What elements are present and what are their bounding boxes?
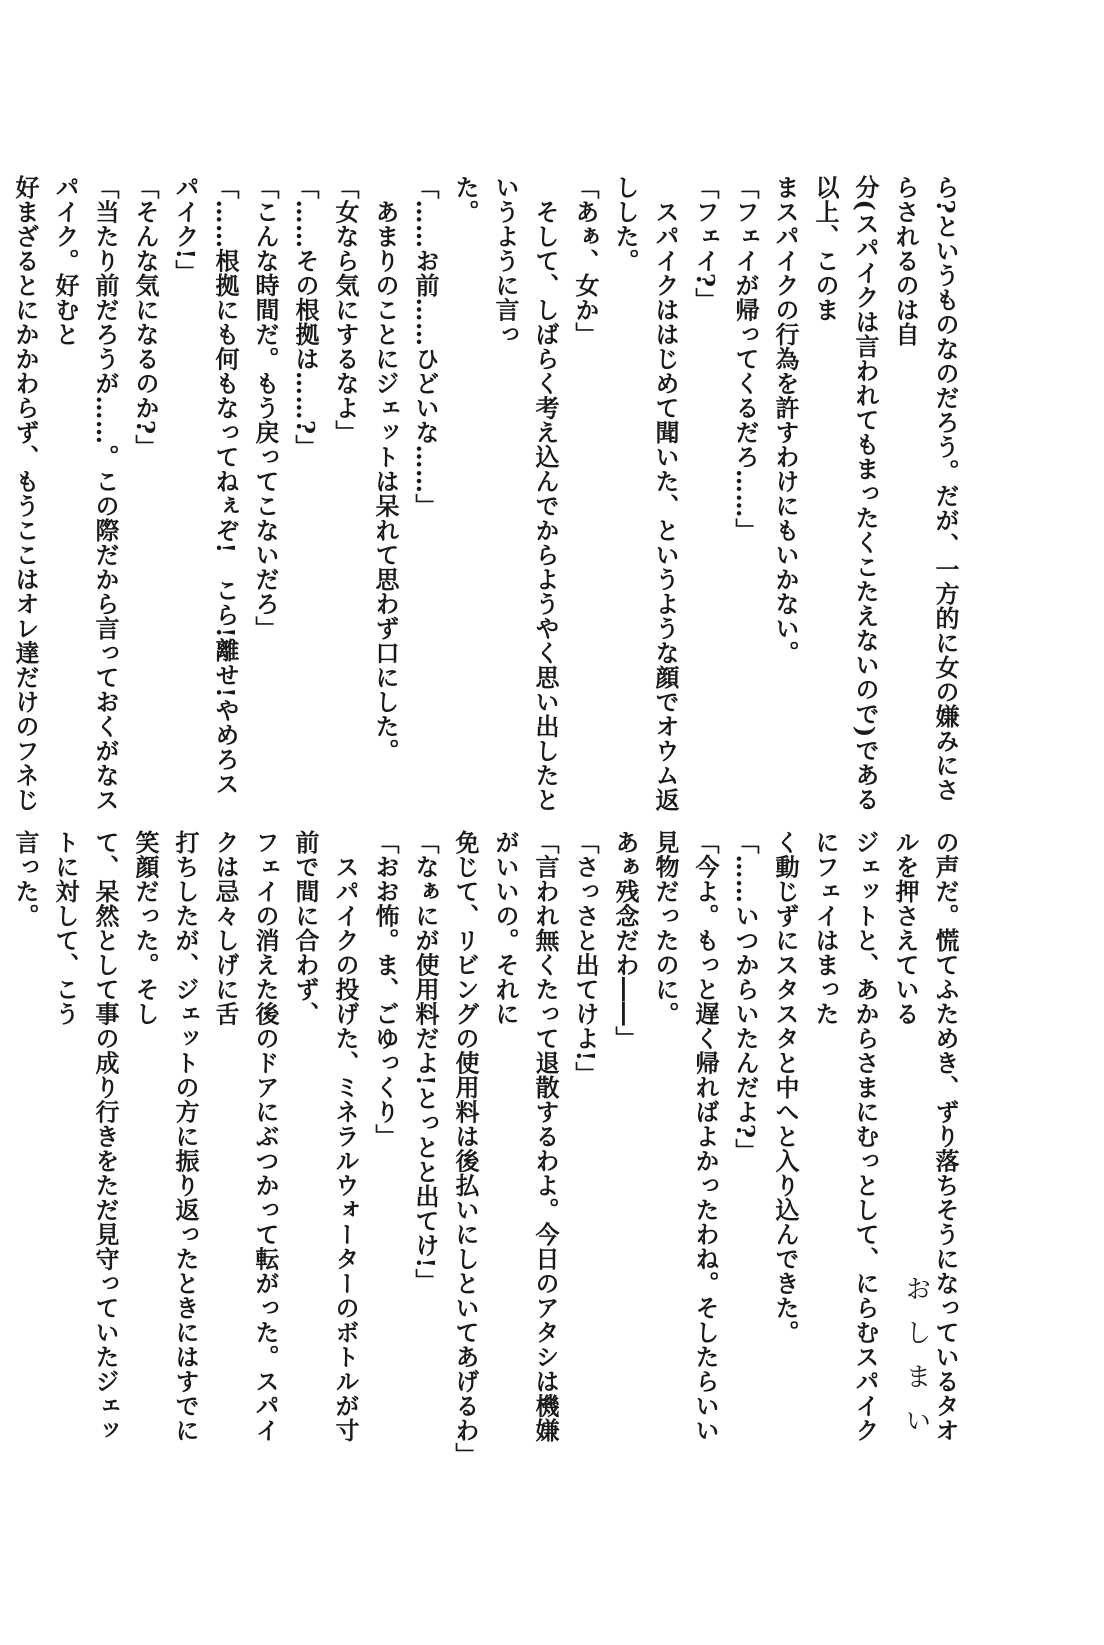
text-line: く動じずにスタスタと中へと入り込んできた。 xyxy=(771,830,800,1345)
text-line: 「今よ。もっと遅く帰ればよかったわね。そしたらいい見物だったのに。 xyxy=(651,830,720,1443)
text-line: フェイの消えた後のドアにぶつかって転がった。スパイクは忌々しげに舌 xyxy=(211,830,280,1443)
text-line: まスパイクの行為を許すわけにもいかない。 xyxy=(771,175,800,665)
text-line: 「言われ無くたって退散するわよ。今日のアタシは機嫌がいいの。それに xyxy=(491,830,560,1443)
text-line: あまりのことにジェットは呆れて思わず口にした。 xyxy=(371,175,400,763)
text-line: スパイクの投げた、ミネラルウォーターのボトルが寸前で間に合わず、 xyxy=(291,830,360,1443)
text-line: ジェットと、あからさまにむっとして、にらむスパイクにフェイはまった xyxy=(811,830,880,1443)
text-line: 言った。 xyxy=(11,830,40,928)
text-line: 「……お前……ひどいな……」 xyxy=(411,175,440,518)
text-line: そして、しばらく考え込んでからようやく思い出したというように言っ xyxy=(491,175,560,812)
text-line: 「フェイが帰ってくるだろ……」 xyxy=(731,175,760,543)
text-line: の声だ。慌てふためき、ずり落ちそうになっているタオルを押さえている xyxy=(891,830,960,1443)
upper-text-block xyxy=(11,175,965,815)
text-line: 「あぁ、女か」 xyxy=(571,175,600,347)
text-line: た。 xyxy=(451,175,480,224)
text-line: 打ちしたが、ジェットの方に振り返ったときにはすでに笑顔だった。そし xyxy=(131,830,200,1443)
signoff-text: おしまい xyxy=(901,1275,931,1451)
text-line: あぁ残念だわ――」 xyxy=(611,830,640,1051)
text-line: ら?というものなのだろう。だが、一方的に女の嫌みにさらされるのは自 xyxy=(891,175,960,803)
text-line: 「当たり前だろうが……。この際だから言っておくがなスパイク。好むと xyxy=(51,175,120,812)
text-line: 「……その根拠は……?」 xyxy=(291,175,320,460)
lower-text-block xyxy=(11,830,965,1467)
text-line: 好まざるとにかかわらず、もうここはオレ達だけのフネじ xyxy=(11,175,40,812)
text-line: スパイクははじめて聞いた、というような顔でオウム返しした。 xyxy=(611,175,680,812)
text-line: 「……いつからいたんだよ?」 xyxy=(731,830,760,1164)
text-line: て、呆然として事の成り行きをただ見守っていたジェットに対して、こう xyxy=(51,830,120,1443)
text-line: 「こんな時間だ。もう戻ってこないだろ」 xyxy=(251,175,280,641)
text-line: 「女なら気にするなよ」 xyxy=(331,175,360,445)
text-line: 「なぁにが使用料だよ!とっとと出てけ!」 xyxy=(411,830,440,1294)
text-line xyxy=(0,830,5,1460)
text-line: 「そんな気になるのか?」 xyxy=(131,175,160,460)
text-line: 分(スパイクは言われてもまったくこたえないので)である以上、このま xyxy=(811,175,880,812)
text-line: 「おお怖。ま、ごゆっくり」 xyxy=(371,830,400,1149)
text-line: 「さっさと出てけよ!」 xyxy=(571,830,600,1087)
text-line: 「……根拠にも何もなってねぇぞ! こら!離せ!やめろスパイク!」 xyxy=(171,175,240,797)
text-line: 「フェイ?」 xyxy=(691,175,720,313)
text-line: 免じて、リビングの使用料は後払いにしといてあげるわ」 xyxy=(451,830,480,1467)
